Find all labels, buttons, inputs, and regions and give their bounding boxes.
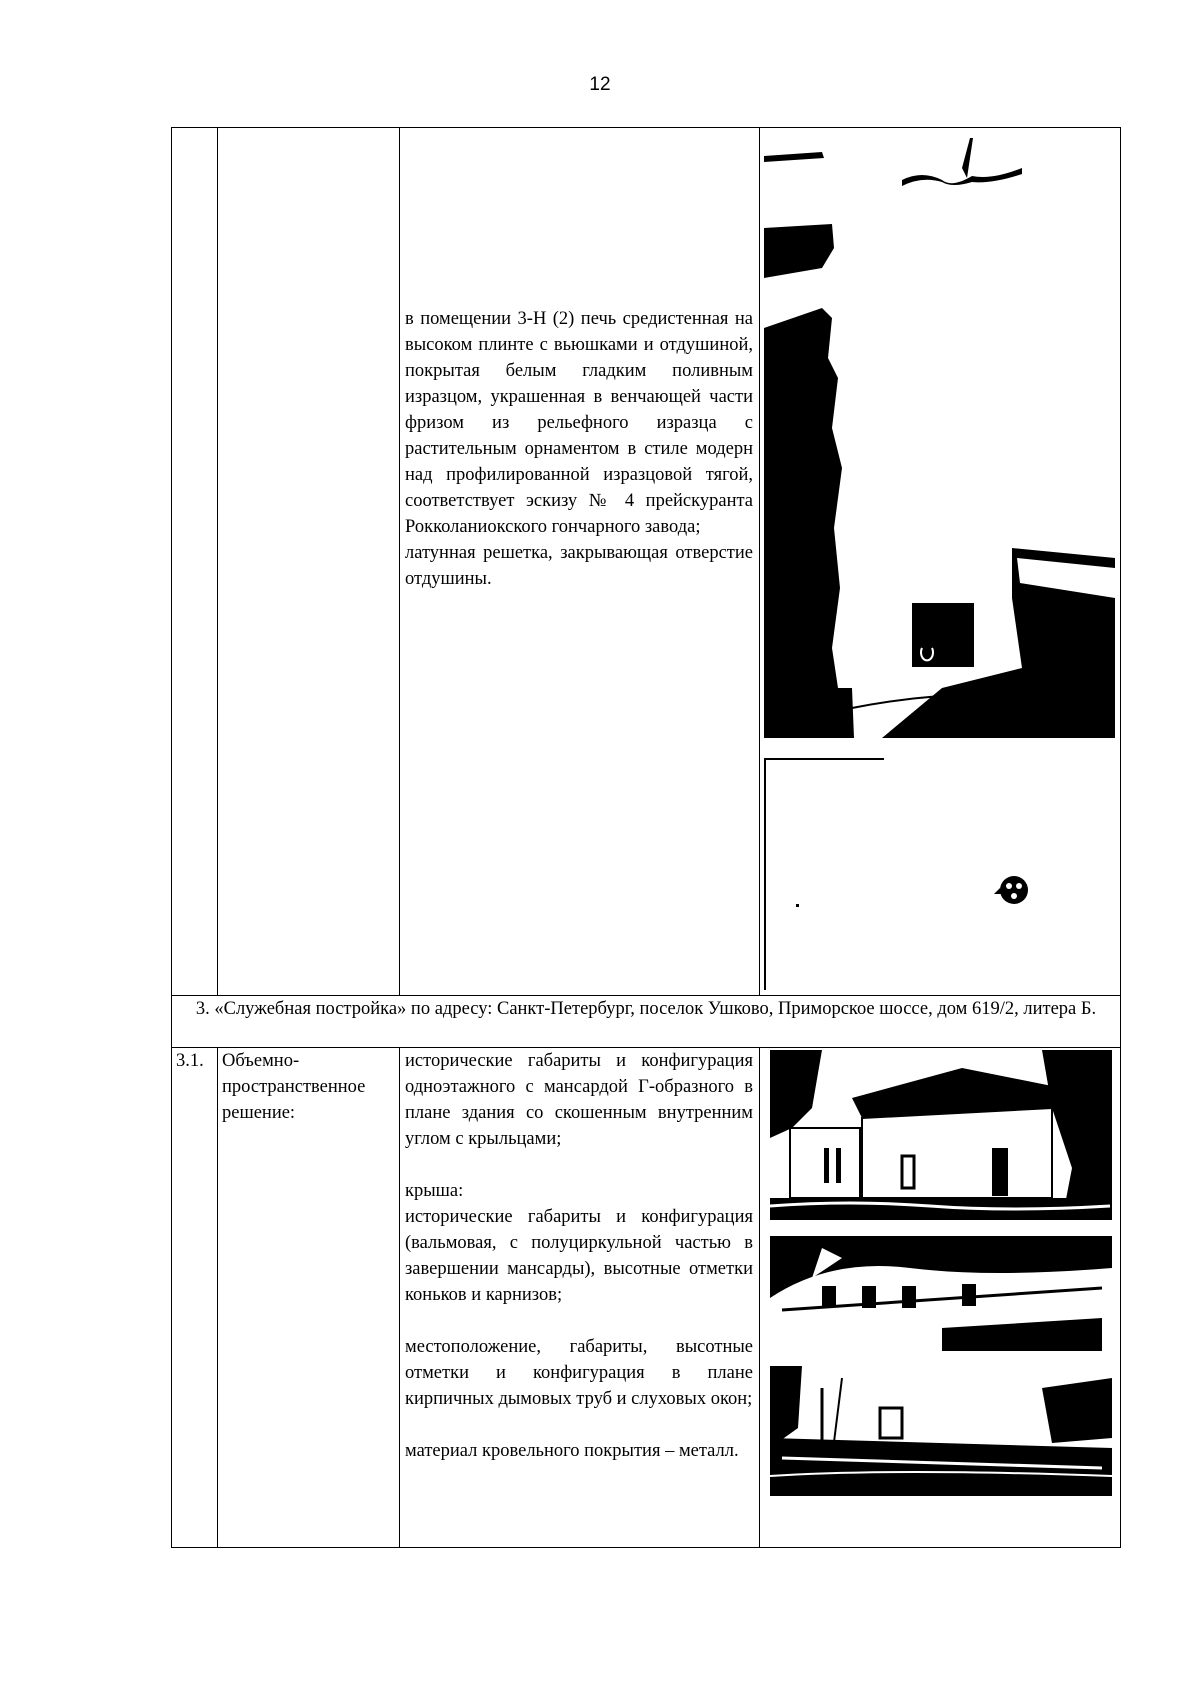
table-row [172, 128, 1121, 996]
grille-shape [994, 876, 1028, 904]
stove-description: в помещении 3-Н (2) печь средистенная на высоком плинте с вьюшками и отдушиной, покрытая белым гладким поливным изразцом, украшенная в венчающей части фризом из рельефного изразца с растительным орнаментом в стиле модерн над профилированной изразцовой тягой, соответствует эскизу № 4 прейскуранта Рокколаниокского гончарного завода; [405, 309, 753, 537]
description-cell [400, 1048, 760, 1548]
stove-photo [762, 128, 1119, 994]
photo-cell [760, 128, 1121, 996]
protection-subject-table [171, 127, 1121, 1548]
description-cell [400, 128, 760, 996]
roof-photo [770, 1236, 1112, 1351]
building-facade-photo [770, 1050, 1112, 1220]
row-number: 3.1. [172, 1048, 218, 1548]
section-title: 3. «Служебная постройка» по адресу: Санкт-Петербург, поселок Ушково, Приморское шоссе, дом 619/2, литера Б. [172, 996, 1121, 1048]
grille-description: латунная решетка, закрывающая отверстие отдушины. [405, 543, 753, 589]
photo-cell [760, 1048, 1121, 1548]
label-cell [218, 128, 400, 996]
paragraph-roof: исторические габариты и конфигурация (вальмовая, с полуциркульной частью в завершении мансарды), высотные отметки коньков и карнизов; [405, 1207, 753, 1305]
page-number: 12 [589, 74, 611, 95]
table-row [172, 1048, 1121, 1548]
building-photos [762, 1048, 1119, 1546]
paragraph-dimensions: исторические габариты и конфигурация одноэтажного с мансардой Г-образного в плане здания со скошенным внутренним углом с крыльцами; [405, 1051, 753, 1149]
chimney-photo [770, 1366, 1112, 1496]
row-label: Объемно-пространственное решение: [218, 1048, 400, 1548]
section-header-row [172, 996, 1121, 1048]
number-cell [172, 128, 218, 996]
paragraph-roof-label: крыша: [405, 1181, 464, 1201]
paragraph-chimneys: местоположение, габариты, высотные отметки и конфигурация в плане кирпичных дымовых труб и слуховых окон; [405, 1337, 753, 1409]
paragraph-roof-material: материал кровельного покрытия – металл. [405, 1441, 739, 1461]
